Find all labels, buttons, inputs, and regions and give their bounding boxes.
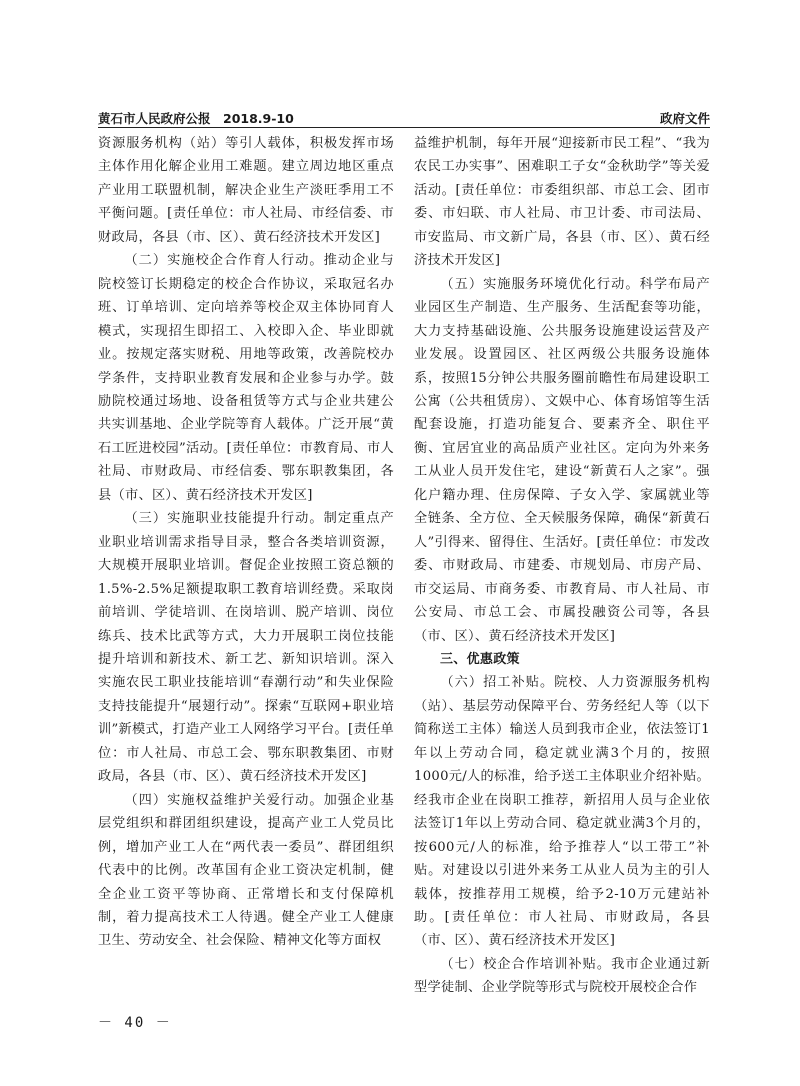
left-column	[98, 132, 394, 1052]
page-number: － 40 －	[98, 1015, 172, 1031]
paragraph: （五）实施服务环境优化行动。科学布局产业园区生产制造、生产服务、生活配套等功能，大力支持基础设施、公共服务设施建设运营及产业发展。设置园区、社区两级公共服务设施体系，按照15分钟公共服务圈前瞻性布局建设职工公寓（公共租赁房）、文娱中心、体育场馆等生活配套设施，打造功能复合、要素齐全、职住平衡、宜居宜业的高品质产业社区。定向为外来务工从业人员开发住宅，建设“新黄石人之家”。强化户籍办理、住房保障、子女入学、家属就业等全链条、全方位、全天候服务保障，确保“新黄石人”引得来、留得住、生活好。[责任单位：市发改委、市财政局、市建委、市规划局、市房产局、市交运局、市商务委、市教育局、市人社局、市公安局、市总工会、市属投融资公司等，各县（市、区）、黄石经济技术开发区]	[414, 276, 710, 644]
right-column	[414, 132, 710, 1052]
paragraph: （四）实施权益维护关爱行动。加强企业基层党组织和群团组织建设，提高产业工人党员比例，增加产业工人在“两代表一委员”、群团组织代表中的比例。改革国有企业工资决定机制，健全企业工资平等协商、正常增长和支付保障机制，着力提高技术工人待遇。健全产业工人健康卫生、劳动安全、社会保险、精神文化等方面权	[98, 792, 394, 949]
paragraph: 益维护机制，每年开展“迎接新市民工程”、“我为农民工办实事”、困难职工子女“金秋助学”等关爱活动。[责任单位：市委组织部、市总工会、团市委、市妇联、市人社局、市卫计委、市司法局、市安监局、市文新广局，各县（市、区）、黄石经济技术开发区]	[414, 136, 710, 269]
section-heading: 三、优惠政策	[440, 651, 520, 667]
paragraph: 资源服务机构（站）等引人载体，积极发挥市场主体作用化解企业用工难题。建立周边地区重点产业用工联盟机制，解决企业生产淡旺季用工不平衡问题。[责任单位：市人社局、市经信委、市财政局，各县（市、区）、黄石经济技术开发区]	[98, 136, 394, 245]
paragraph: （三）实施职业技能提升行动。制定重点产业职业培训需求指导目录，整合各类培训资源，大规模开展职业培训。督促企业按照工资总额的1.5%-2.5%足额提取职工教育培训经费。采取岗前培训、学徒培训、在岗培训、脱产培训、岗位练兵、技术比武等方式，大力开展职工岗位技能提升培训和新技术、新工艺、新知识培训。深入实施农民工职业技能培训“春潮行动”和失业保险支持技能提升“展翅行动”。探索“互联网+职业培训”新模式，打造产业工人网络学习平台。[责任单位：市人社局、市总工会、鄂东职教集团、市财政局，各县（市、区）、黄石经济技术开发区]	[98, 511, 394, 785]
page-header	[98, 106, 710, 128]
paragraph: （二）实施校企合作育人行动。推动企业与院校签订长期稳定的校企合作协议，采取冠名办班、订单培训、定向培养等校企双主体协同育人模式，实现招生即招工、入校即入企、毕业即就业。按规定落实财税、用地等政策，改善院校办学条件，支持职业教育发展和企业参与办学。鼓励院校通过场地、设备租赁等方式与企业共建公共实训基地、企业学院等育人载体。广泛开展“黄石工匠进校园”活动。[责任单位：市教育局、市人社局、市财政局、市经信委、鄂东职教集团，各县（市、区）、黄石经济技术开发区]	[98, 253, 394, 503]
journal-title: 黄石市人民政府公报 2018.9-10	[98, 111, 294, 126]
paragraph: （七）校企合作培训补贴。我市企业通过新型学徒制、企业学院等形式与院校开展校企合作	[414, 956, 710, 996]
section-title: 政府文件	[659, 111, 710, 126]
header-rule	[98, 127, 710, 128]
paragraph: （六）招工补贴。院校、人力资源服务机构（站）、基层劳动保障平台、劳务经纪人等（以下简称送工主体）输送人员到我市企业，依法签订1年以上劳动合同，稳定就业满3个月的，按照1000元/人的标准，给予送工主体职业介绍补贴。经我市企业在岗职工推荐，新招用人员与企业依法签订1年以上劳动合同、稳定就业满3个月的，按600元/人的标准，给予推荐人“以工带工”补贴。对建设以引进外来务工从业人员为主的引人载体，按推荐用工规模，给予2-10万元建站补助。[责任单位：市人社局、市财政局，各县（市、区）、黄石经济技术开发区]	[414, 675, 710, 949]
